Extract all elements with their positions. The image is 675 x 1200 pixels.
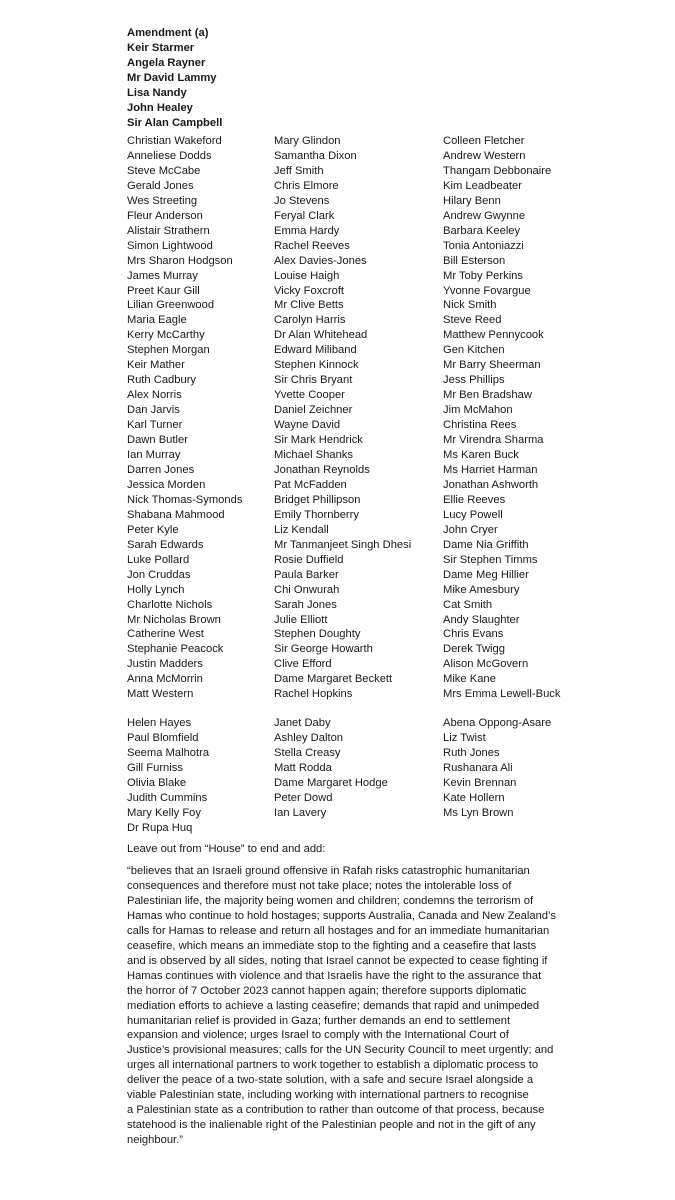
supporter-name: Mary Kelly Foy (127, 806, 201, 819)
supporter-name: Mike Amesbury (443, 583, 520, 596)
lead-sponsors-list (127, 41, 222, 131)
supporter-name: Andrew Gwynne (443, 209, 526, 222)
supporter-name: Jonathan Ashworth (443, 478, 539, 491)
supporter-name: Dawn Butler (127, 434, 188, 447)
supporter-name: Alison McGovern (443, 658, 529, 671)
supporter-name: Charlotte Nichols (127, 598, 213, 611)
supporter-name: Jessica Morden (127, 478, 206, 491)
supporter-name: Yvette Cooper (274, 389, 345, 402)
supporter-name: Peter Kyle (127, 523, 179, 536)
supporter-name: Samantha Dixon (274, 149, 357, 162)
supporter-name: Alex Norris (127, 389, 182, 402)
supporter-name: John Cryer (443, 523, 498, 536)
supporter-name: Sir Stephen Timms (443, 553, 538, 566)
supporter-name: Mr Nicholas Brown (127, 613, 221, 626)
motion-line: urges all international partners to work together to establish a diplomatic process to (127, 1059, 539, 1072)
lead-sponsor-name: John Healey (127, 102, 193, 114)
motion-line: Hamas continues with violence and that Israelis have the right to the assurance that (127, 969, 542, 982)
supporter-name: Emma Hardy (274, 224, 340, 237)
supporter-name: Liz Twist (443, 731, 486, 744)
supporter-name: James Murray (127, 269, 198, 282)
supporter-name: Kate Hollern (443, 791, 505, 804)
motion-line: viable Palestinian state, including working with international partners to recognise (127, 1089, 529, 1102)
supporter-name: Dr Rupa Huq (127, 821, 193, 834)
motion-line: calls for Hamas to release and return all hostages and for an immediate humanitarian (127, 924, 550, 937)
supporter-name: Ashley Dalton (274, 731, 344, 744)
supporter-name: Peter Dowd (274, 791, 333, 804)
supporter-name: Jim McMahon (443, 404, 513, 417)
amendment-instruction: Leave out from “House” to end and add: (127, 843, 326, 855)
supporter-name: Julie Elliott (274, 613, 328, 626)
supporter-name: Catherine West (127, 628, 204, 641)
supporter-name: Dame Meg Hillier (443, 568, 529, 581)
supporter-name: Derek Twigg (443, 643, 505, 656)
supporter-name: Daniel Zeichner (274, 404, 353, 417)
supporter-name: Thangam Debbonaire (443, 164, 552, 177)
amendment-title: Amendment (a) (127, 27, 209, 39)
motion-line: humanitarian relief is provided in Gaza; further demands an end to settlement (127, 1014, 511, 1027)
supporter-name: Abena Oppong-Asare (443, 717, 552, 729)
supporter-name: Holly Lynch (127, 583, 185, 596)
supporter-name: Tonia Antoniazzi (443, 239, 524, 252)
supporter-name: Maria Eagle (127, 314, 187, 327)
supporter-name: Feryal Clark (274, 209, 335, 222)
supporter-name: Lilian Greenwood (127, 299, 215, 312)
supporter-name: Paul Blomfield (127, 731, 199, 744)
supporter-name: Wes Streeting (127, 194, 198, 207)
motion-line: Hamas who continue to hold hostages; supports Australia, Canada and New Zealand’s (127, 909, 556, 922)
supporter-name: Rachel Reeves (274, 239, 350, 252)
supporter-name: Sarah Edwards (127, 538, 204, 551)
supporter-name: Stephen Kinnock (274, 359, 359, 372)
supporter-name: Mary Glindon (274, 135, 341, 147)
motion-line: expansion and violence; urges Israel to comply with the International Court of (127, 1029, 509, 1042)
supporter-name: Ruth Cadbury (127, 374, 197, 387)
supporter-name: Matt Rodda (274, 761, 332, 774)
lead-sponsor-name: Keir Starmer (127, 42, 195, 54)
supporter-name: Cat Smith (443, 598, 493, 611)
supporter-name: Shabana Mahmood (127, 508, 225, 521)
supporter-name: Olivia Blake (127, 776, 187, 789)
motion-line: a Palestinian state as a contribution to rather than outcome of that process, because (127, 1104, 545, 1117)
supporter-name: Rachel Hopkins (274, 688, 353, 701)
supporter-name: Anna McMorrin (127, 673, 203, 686)
motion-line: deliver the peace of a two-state solution, with a safe and secure Israel alongside a (127, 1074, 534, 1087)
supporter-name: Alistair Strathern (127, 224, 210, 237)
supporter-name: Preet Kaur Gill (127, 284, 200, 297)
supporter-name: Mrs Emma Lewell-Buck (443, 688, 561, 701)
supporter-name: Clive Efford (274, 658, 332, 671)
supporter-name: Jeff Smith (274, 164, 324, 177)
supporter-name: Justin Madders (127, 658, 203, 671)
supporters-column (127, 134, 242, 702)
motion-text (127, 864, 567, 1148)
supporter-name: Gerald Jones (127, 179, 194, 192)
supporter-name: Matt Western (127, 688, 194, 701)
supporter-name: Mike Kane (443, 673, 496, 686)
supporter-name: Steve Reed (443, 314, 502, 327)
supporter-name: Karl Turner (127, 419, 183, 432)
supporter-name: Lucy Powell (443, 508, 503, 521)
supporter-name: Keir Mather (127, 359, 185, 372)
supporter-name: Seema Malhotra (127, 746, 210, 759)
supporter-name: Mr Clive Betts (274, 299, 344, 312)
supporter-name: Ms Lyn Brown (443, 806, 514, 819)
supporter-name: Luke Pollard (127, 553, 190, 566)
supporter-name: Emily Thornberry (274, 508, 359, 521)
supporter-name: Dame Margaret Beckett (274, 673, 393, 686)
supporter-name: Chi Onwurah (274, 583, 340, 596)
supporter-name: Mr Barry Sheerman (443, 359, 541, 372)
supporter-name: Christian Wakeford (127, 135, 222, 147)
lead-sponsor-name: Angela Rayner (127, 57, 206, 69)
supporter-name: Wayne David (274, 419, 341, 432)
motion-line: mediation efforts to achieve a lasting ceasefire; demands that rapid and unimpeded (127, 999, 540, 1012)
supporter-name: Jonathan Reynolds (274, 463, 370, 476)
supporter-name: Darren Jones (127, 463, 195, 476)
supporter-name: Vicky Foxcroft (274, 284, 345, 297)
supporter-name: Bill Esterson (443, 254, 506, 267)
supporter-name: Stella Creasy (274, 746, 341, 759)
supporter-name: Dame Nia Griffith (443, 538, 529, 551)
supporter-name: Rushanara Ali (443, 761, 513, 774)
supporter-name: Nick Smith (443, 299, 497, 312)
motion-line: Palestinian life, the majority being women and children; condemns the terrorism of (127, 894, 534, 907)
supporter-name: Chris Elmore (274, 179, 339, 192)
motion-line: “believes that an Israeli ground offensive in Rafah risks catastrophic humanitarian (127, 865, 530, 877)
supporters-column (443, 134, 561, 702)
supporter-name: Hilary Benn (443, 194, 501, 207)
supporter-name: Edward Miliband (274, 344, 357, 357)
supporter-name: Ms Karen Buck (443, 449, 519, 462)
supporter-name: Liz Kendall (274, 523, 329, 536)
supporters-column (127, 716, 209, 836)
supporter-name: Mr Ben Bradshaw (443, 389, 532, 402)
supporter-name: Kim Leadbeater (443, 179, 522, 192)
supporter-name: Stephen Doughty (274, 628, 361, 641)
motion-line: consequences and therefore must not take place; notes the intolerable loss of (127, 879, 512, 892)
supporter-name: Sarah Jones (274, 598, 337, 611)
motion-line: and is observed by all sides, noting that Israel cannot be expected to cease fighting if (127, 954, 548, 967)
supporter-name: Gill Furniss (127, 761, 183, 774)
motion-line: statehood is the inalienable right of the Palestinian people and not in the gift of any (127, 1119, 536, 1132)
supporter-name: Ian Lavery (274, 806, 327, 819)
supporter-name: Yvonne Fovargue (443, 284, 531, 297)
supporters-column (274, 716, 388, 821)
supporter-name: Louise Haigh (274, 269, 340, 282)
supporter-name: Paula Barker (274, 568, 339, 581)
amendment-header (127, 26, 222, 131)
motion-line: the horror of 7 October 2023 cannot happen again; therefore supports diplomatic (127, 984, 527, 997)
supporter-name: Kerry McCarthy (127, 329, 205, 342)
supporter-name: Rosie Duffield (274, 553, 344, 566)
supporter-name: Andy Slaughter (443, 613, 520, 626)
supporter-name: Sir George Howarth (274, 643, 373, 656)
supporters-column (274, 134, 411, 702)
supporter-name: Chris Evans (443, 628, 504, 641)
motion-line: neighbour.” (127, 1134, 183, 1147)
supporter-name: Ms Harriet Harman (443, 463, 538, 476)
supporter-name: Michael Shanks (274, 449, 353, 462)
supporter-name: Bridget Phillipson (274, 493, 361, 506)
supporter-name: Jon Cruddas (127, 568, 191, 581)
supporter-name: Barbara Keeley (443, 224, 521, 237)
supporter-name: Dan Jarvis (127, 404, 180, 417)
supporter-name: Dr Alan Whitehead (274, 329, 368, 342)
supporter-name: Gen Kitchen (443, 344, 505, 357)
supporter-name: Colleen Fletcher (443, 135, 525, 147)
supporter-name: Mr Virendra Sharma (443, 434, 544, 447)
supporter-name: Stephen Morgan (127, 344, 210, 357)
supporter-name: Judith Cummins (127, 791, 208, 804)
supporter-name: Ian Murray (127, 449, 181, 462)
supporter-name: Fleur Anderson (127, 209, 203, 222)
supporter-name: Andrew Western (443, 149, 526, 162)
supporter-name: Stephanie Peacock (127, 643, 224, 656)
lead-sponsor-name: Sir Alan Campbell (127, 117, 223, 129)
lead-sponsor-name: Mr David Lammy (127, 72, 217, 84)
supporter-name: Carolyn Harris (274, 314, 346, 327)
supporter-name: Mr Toby Perkins (443, 269, 523, 282)
supporter-name: Alex Davies-Jones (274, 254, 367, 267)
supporter-name: Ellie Reeves (443, 493, 506, 506)
supporter-name: Anneliese Dodds (127, 149, 212, 162)
supporter-name: Mr Tanmanjeet Singh Dhesi (274, 538, 412, 551)
supporter-name: Sir Chris Bryant (274, 374, 353, 387)
supporter-name: Matthew Pennycook (443, 329, 544, 342)
supporter-name: Pat McFadden (274, 478, 347, 491)
supporter-name: Sir Mark Hendrick (274, 434, 363, 447)
supporter-name: Nick Thomas-Symonds (127, 493, 243, 506)
supporter-name: Simon Lightwood (127, 239, 213, 252)
supporter-name: Jo Stevens (274, 194, 330, 207)
supporters-column (443, 716, 551, 821)
supporter-name: Mrs Sharon Hodgson (127, 254, 233, 267)
supporter-name: Janet Daby (274, 717, 331, 729)
supporter-name: Helen Hayes (127, 717, 192, 729)
lead-sponsor-name: Lisa Nandy (127, 87, 187, 99)
supporter-name: Steve McCabe (127, 164, 201, 177)
supporter-name: Ruth Jones (443, 746, 500, 759)
supporter-name: Kevin Brennan (443, 776, 517, 789)
supporter-name: Dame Margaret Hodge (274, 776, 388, 789)
motion-line: ceasefire, which means an immediate stop to the fighting and a ceasefire that lasts (127, 939, 537, 952)
motion-line: Justice’s provisional measures; calls for the UN Security Council to meet urgently; and (127, 1044, 554, 1057)
supporter-name: Jess Phillips (443, 374, 505, 387)
supporter-name: Christina Rees (443, 419, 517, 432)
